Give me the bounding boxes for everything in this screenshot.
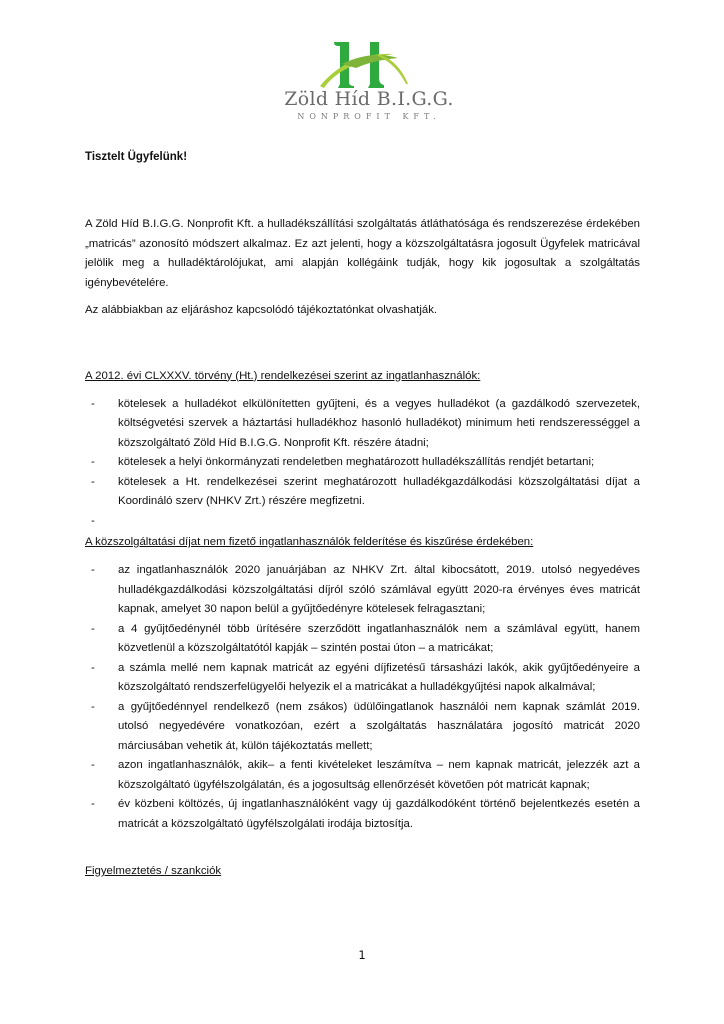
dash-marker: - — [91, 456, 95, 468]
dash-marker: - — [91, 397, 95, 410]
list-item: - az ingatlanhasználók 2020 januárjában az NHKV Zrt. által kibocsátott, 2019. utolsó negyedéves hulladékgazdálkodási közszolgáltatási díjról szóló számlával együtt 2020-ra érvényes éves matricát kapnak, amelyet 30 napon belül a gyűjtőedényre kötelesek felragasztani; — [85, 561, 640, 620]
company-logo — [270, 38, 460, 130]
list-item: - azon ingatlanhasználók, akik– a fenti kivételeket leszámítva – nem kapnak matricát, jelezzék azt a közszolgáltató ügyfélszolgálatán, és a jogosultság ellenőrzését követően pót matricát kapnak; — [85, 756, 640, 795]
dash-marker: - — [91, 622, 95, 635]
intro-paragraph-2: Az alábbiakban az eljáráshoz kapcsolódó tájékoztatónkat olvashatják. — [85, 304, 438, 316]
section-heading-detection: A közszolgáltatási díjat nem fizető ingatlanhasználók felderítése és kiszűrése érdekében: — [85, 536, 534, 548]
section-heading-sanctions: Figyelmeztetés / szankciók — [85, 865, 222, 877]
logo-h-leaf-icon — [318, 38, 410, 88]
page-number: 1 — [358, 948, 366, 962]
dash-marker: - — [91, 564, 95, 576]
obligations-list — [85, 395, 640, 532]
list-item: - a számla mellé nem kapnak matricát az egyéni díjfizetésű társasházi lakók, akik gyűjtőedényeire a közszolgáltató rendszerfelügyelői helyezik el a matricákat a hulladékgyűjtési napok alkalmával; — [85, 659, 640, 698]
list-item: - kötelesek a hulladékot elkülönítetten gyűjteni, és a vegyes hulladékot (a gazdálkodó szervezetek, költségvetési szervek a háztartási hulladékhoz hasonló hulladékot) minimum heti rendszerességgel a közszolgáltató Zöld Híd B.I.G.G. Nonprofit Kft. részére átadni; — [85, 395, 640, 454]
section-heading-law: A 2012. évi CLXXXV. törvény (Ht.) rendelkezései szerint az ingatlanhasználók: — [85, 369, 481, 382]
intro-paragraph: A Zöld Híd B.I.G.G. Nonprofit Kft. a hulladékszállítási szolgáltatás átláthatósága és rendszerezése érdekében „matricás” azonosító módszert alkalmaz. Ez azt jelenti, hogy a közszolgáltatásra jogosult Ügyfelek matricával jelölik meg a hulladéktárolójukat, ami alapján kollégáink tudják, hogy kik jogosultak a szolgáltatás igénybevételére. — [85, 218, 640, 289]
list-item: - a gyűjtőedénnyel rendelkező (nem zsákos) üdülőingatlanok használói nem kapnak számlát 2019. utolsó negyedévére vonatkozóan, ezért a szolgáltatás használatára jogosító matricát 2020 márciusában vehetik át, külön tájékoztatás mellett; — [85, 698, 640, 757]
list-item: - a 4 gyűjtőedénynél több ürítésére szerződött ingatlanhasználók nem a számlával együtt, hanem közvetlenül a közszolgáltatótól kapják – szintén postai úton – a matricákat; — [85, 620, 640, 659]
dash-marker: - — [91, 700, 95, 713]
sticker-rules-list — [85, 561, 640, 834]
list-item: - kötelesek a helyi önkormányzati rendeletben meghatározott hulladékszállítás rendjét betartani; — [85, 453, 640, 473]
greeting: Tisztelt Ügyfelünk! — [85, 151, 188, 163]
dash-marker: - — [91, 475, 95, 488]
list-item-empty — [85, 512, 640, 532]
list-item: - kötelesek a Ht. rendelkezései szerint meghatározott hulladékgazdálkodási közszolgáltatási díjat a Koordináló szerv (NHKV Zrt.) részére megfizetni. — [85, 473, 640, 512]
logo-subtitle: NONPROFIT KFT. — [297, 112, 441, 121]
dash-marker: - — [91, 514, 95, 527]
list-item: - év közbeni költözés, új ingatlanhasználóként vagy új gazdálkodóként történő bejelentkezés esetén a matricát a közszolgáltató ügyfélszolgálati irodája biztosítja. — [85, 795, 640, 834]
dash-marker: - — [91, 661, 95, 674]
dash-marker: - — [91, 798, 95, 810]
document-body — [85, 149, 640, 880]
dash-marker: - — [91, 759, 95, 771]
logo-company-name: Zöld Híd B.I.G.G. — [284, 88, 454, 110]
